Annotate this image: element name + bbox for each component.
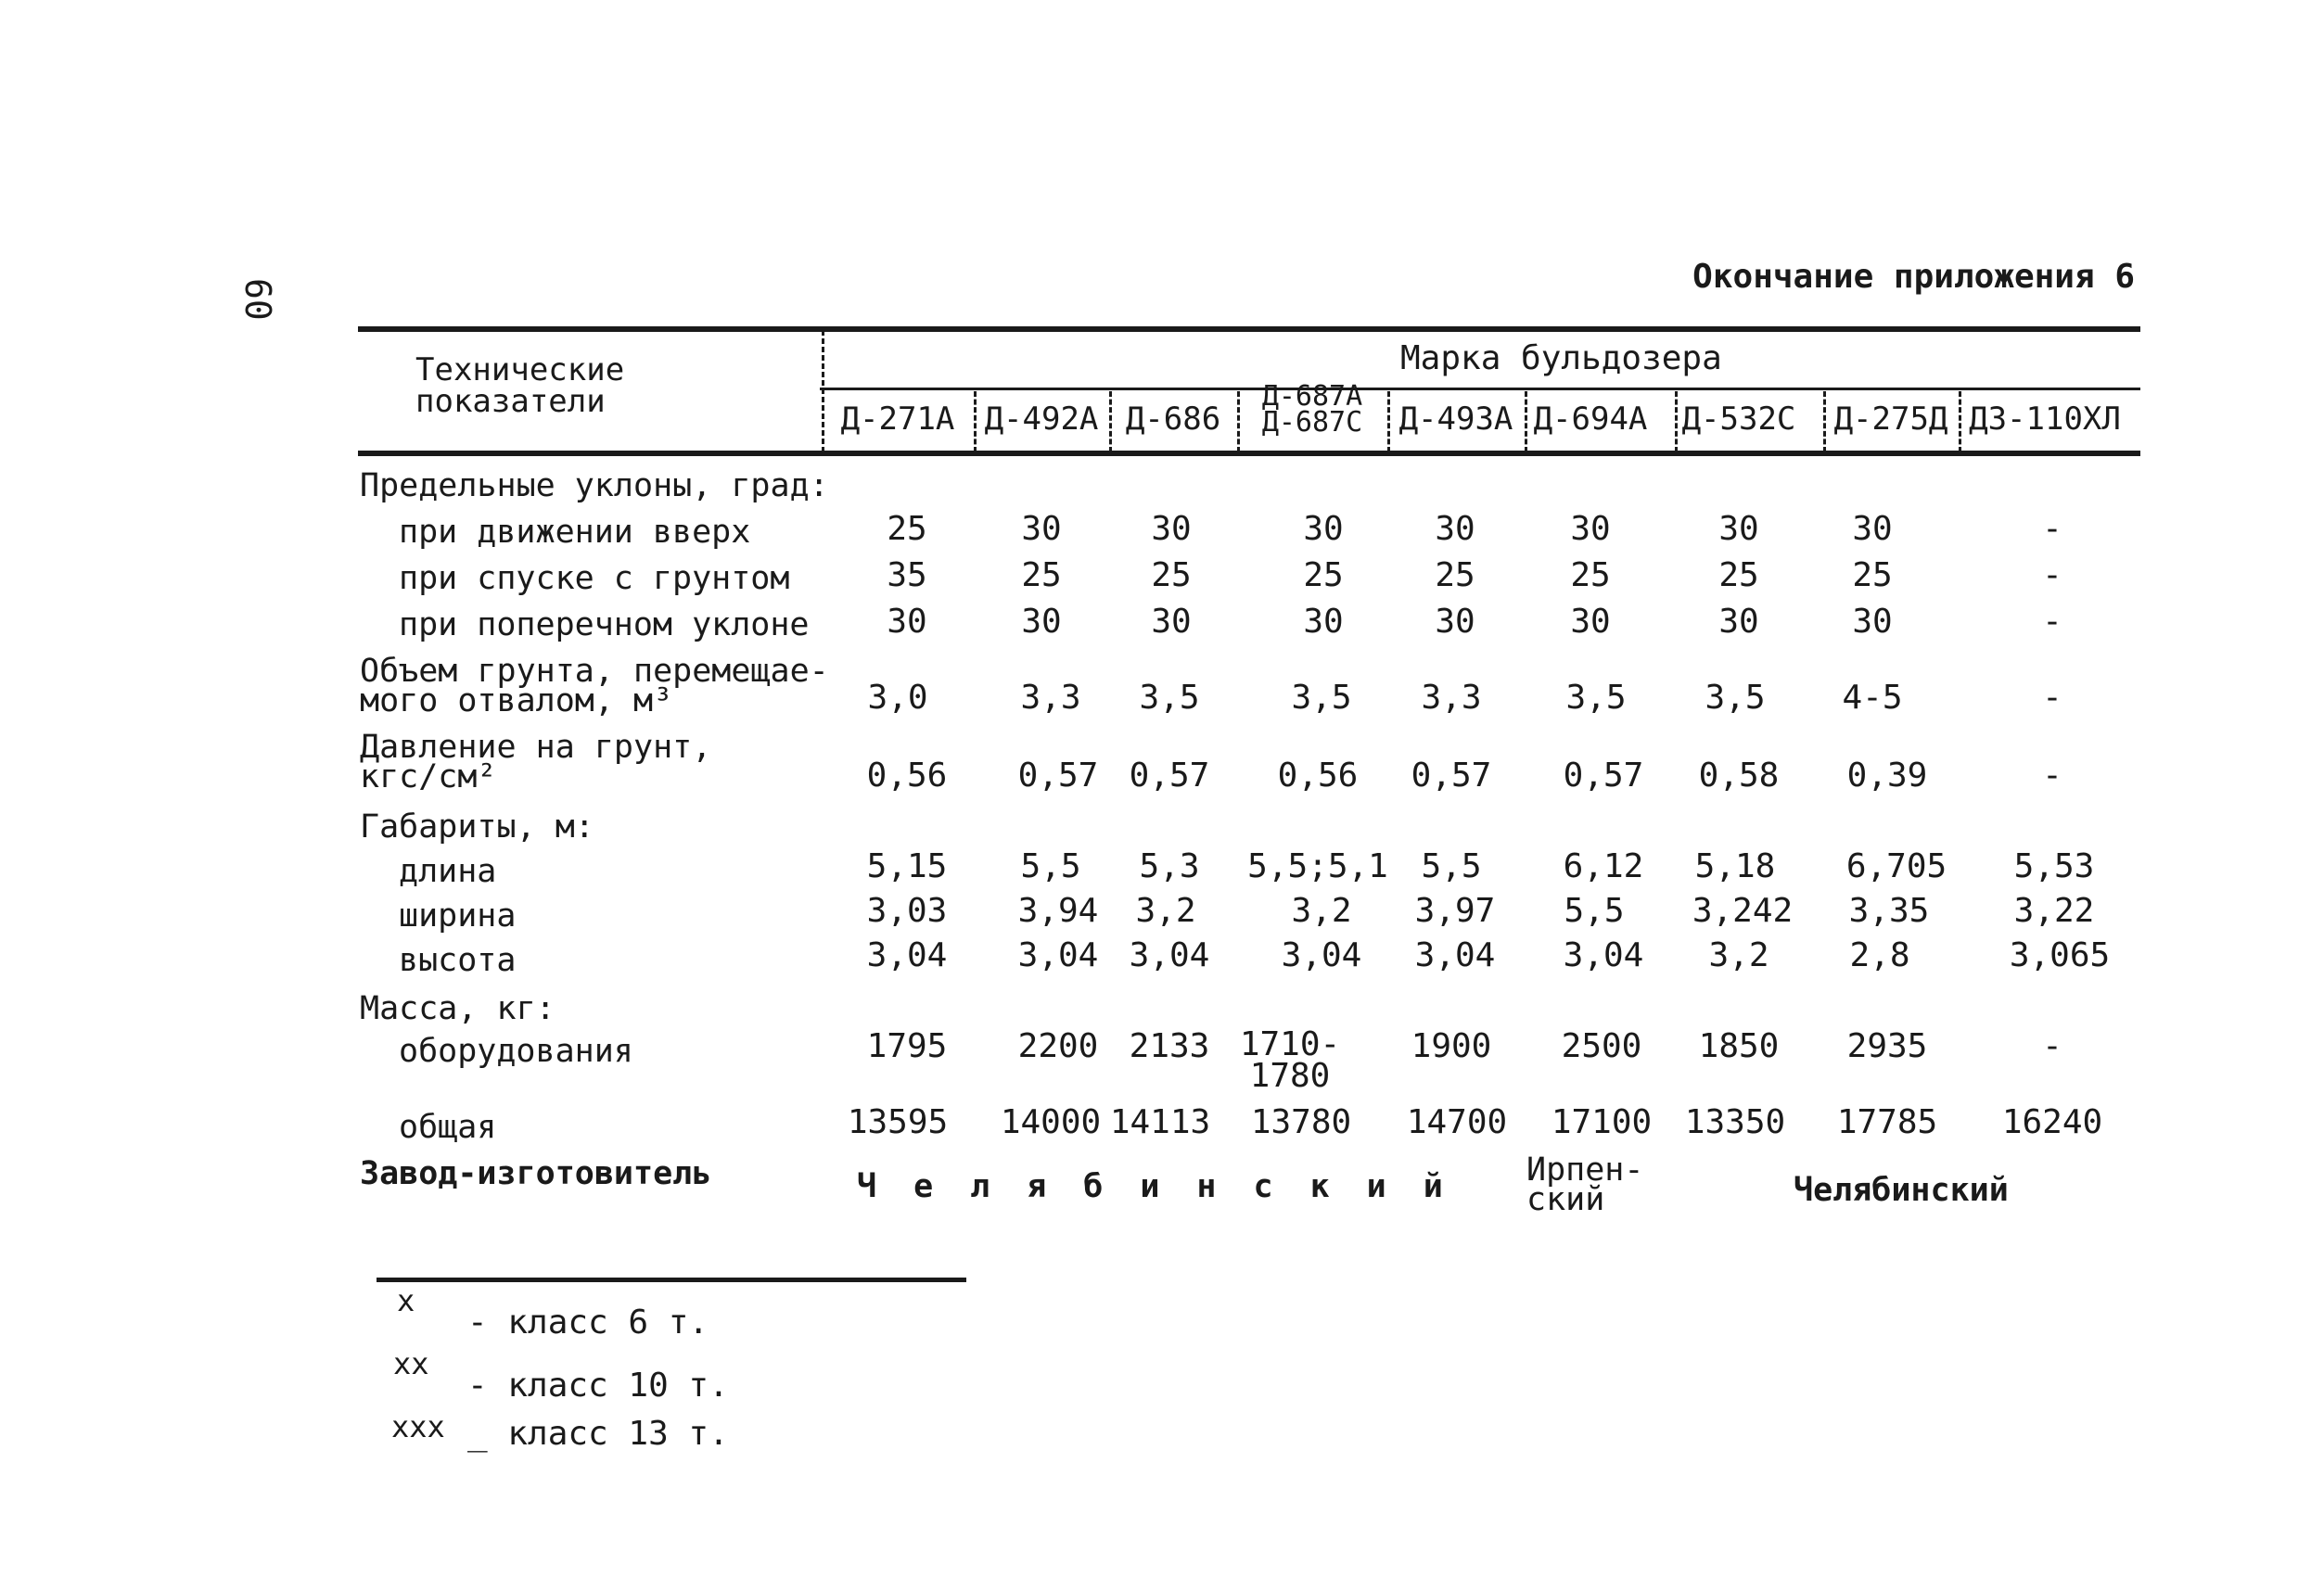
- column-header: Д-493А: [1398, 401, 1513, 438]
- table-cell: 30: [1303, 510, 1344, 548]
- table-cell: 13780: [1250, 1103, 1352, 1141]
- footnote-rule: [377, 1278, 966, 1282]
- table-cell: 1900: [1411, 1027, 1492, 1065]
- table-cell: 0,57: [1411, 757, 1492, 795]
- table-cell: 0,57: [1563, 757, 1644, 795]
- footnote-text: - класс 6 т.: [467, 1304, 709, 1342]
- table-cell: 30: [1718, 510, 1759, 548]
- table-cell: 30: [1852, 510, 1893, 548]
- header-bottom-rule: [358, 451, 2140, 456]
- manufacturer-irpen: Ирпен- ский: [1526, 1151, 1644, 1218]
- row-label: Объем грунта, перемещае- мого отвалом, м³: [360, 653, 829, 719]
- table-cell: -: [2042, 510, 2062, 548]
- table-cell: 3,35: [1848, 892, 1930, 930]
- row-label: ширина: [399, 897, 517, 935]
- table-cell: 0,57: [1129, 757, 1210, 795]
- table-cell: 3,22: [2013, 892, 2095, 930]
- table-cell: 25: [1718, 556, 1759, 594]
- table-cell: 3,5: [1291, 679, 1352, 717]
- table-cell: 2200: [1017, 1027, 1099, 1065]
- table-cell: 30: [1852, 603, 1893, 641]
- column-header: Д-686: [1125, 401, 1221, 438]
- column-header: Д-271А: [840, 401, 955, 438]
- table-cell: 0,58: [1698, 757, 1780, 795]
- table-cell: 17785: [1836, 1103, 1938, 1141]
- table-cell: 30: [1718, 603, 1759, 641]
- table-cell: 3,2: [1708, 936, 1769, 974]
- table-cell: 3,3: [1421, 679, 1482, 717]
- footnote-mark: х: [397, 1283, 415, 1318]
- table-cell: 14113: [1109, 1103, 1211, 1141]
- footnote-text: _ класс 13 т.: [467, 1415, 729, 1453]
- table-top-rule: [358, 326, 2140, 332]
- table-cell: 25: [1303, 556, 1344, 594]
- table-cell: 5,5;5,1: [1247, 847, 1388, 885]
- table-cell: 5,3: [1139, 847, 1200, 885]
- table-cell: 3,5: [1565, 679, 1627, 717]
- table-cell: -: [2042, 1027, 2062, 1065]
- table-cell: 2935: [1846, 1027, 1928, 1065]
- table-cell: 30: [1021, 603, 1062, 641]
- table-cell: 3,0: [867, 679, 928, 717]
- manufacturer-chelyabinsk-2: Челябинский: [1794, 1172, 2009, 1209]
- table-cell: 5,18: [1694, 847, 1776, 885]
- table-cell: 25: [1021, 556, 1062, 594]
- table-cell: 6,705: [1845, 847, 1947, 885]
- table-cell: -: [2042, 757, 2062, 795]
- table-cell: 0,39: [1846, 757, 1928, 795]
- table-cell: 14000: [1000, 1103, 1102, 1141]
- table-cell: 25: [1151, 556, 1192, 594]
- manufacturer-label: Завод-изготовитель: [360, 1155, 712, 1192]
- table-cell: 30: [1303, 603, 1344, 641]
- table-cell: 3,97: [1414, 892, 1496, 930]
- header-divider: [822, 330, 824, 452]
- section-slopes: Предельные уклоны, град:: [360, 467, 829, 504]
- row-label: Давление на грунт, кгс/см²: [360, 729, 712, 795]
- row-label: при поперечном уклоне: [399, 606, 810, 643]
- table-cell: 2500: [1561, 1027, 1642, 1065]
- table-cell: 30: [1021, 510, 1062, 548]
- table-cell: 25: [887, 510, 927, 548]
- table-cell: 30: [1570, 510, 1611, 548]
- table-cell: 4-5: [1842, 679, 1903, 717]
- table-cell: 3,04: [866, 936, 948, 974]
- table-cell: 0,56: [866, 757, 948, 795]
- table-cell: 3,2: [1135, 892, 1196, 930]
- row-label: длина: [399, 853, 497, 890]
- row-label: при движении вверх: [399, 514, 751, 551]
- table-cell: 0,56: [1277, 757, 1359, 795]
- table-cell: 3,94: [1017, 892, 1099, 930]
- table-cell: 3,5: [1705, 679, 1766, 717]
- table-cell: 30: [1570, 603, 1611, 641]
- table-cell: 3,03: [866, 892, 948, 930]
- table-cell: 25: [1435, 556, 1475, 594]
- table-cell: 25: [1852, 556, 1893, 594]
- table-cell: 1795: [866, 1027, 948, 1065]
- table-cell: 30: [1435, 510, 1475, 548]
- table-cell: 35: [887, 556, 927, 594]
- table-cell: 16240: [2001, 1103, 2103, 1141]
- table-cell: 30: [1151, 510, 1192, 548]
- table-cell: 3,5: [1139, 679, 1200, 717]
- brand-rule: [820, 388, 2140, 390]
- table-cell: 5,5: [1421, 847, 1482, 885]
- footnote-mark: ххх: [391, 1409, 445, 1444]
- table-cell: -: [2042, 679, 2062, 717]
- column-header: Д-492А: [984, 401, 1099, 438]
- bulldozer-brand-header: Марка бульдозера: [1400, 339, 1722, 377]
- table-cell: 3,04: [1017, 936, 1099, 974]
- table-cell: -: [2042, 556, 2062, 594]
- page-number: 60: [237, 278, 278, 321]
- footnote-text: - класс 10 т.: [467, 1367, 729, 1405]
- tech-indicators-header: Технические показатели: [415, 351, 625, 420]
- table-cell: 5,5: [1564, 892, 1625, 930]
- table-cell: 3,04: [1129, 936, 1210, 974]
- column-header: Д-275Д: [1833, 401, 1948, 438]
- manufacturer-chelyabinsk: Челябинский: [857, 1168, 1480, 1205]
- footnote-mark: хх: [393, 1346, 429, 1381]
- table-cell: 14700: [1406, 1103, 1508, 1141]
- table-cell: 3,242: [1692, 892, 1794, 930]
- table-cell: 2,8: [1849, 936, 1910, 974]
- table-cell: 13595: [847, 1103, 949, 1141]
- table-cell: 30: [887, 603, 927, 641]
- row-label: при спуске с грунтом: [399, 560, 790, 597]
- column-header: Д-532С: [1681, 401, 1796, 438]
- table-cell: 3,04: [1563, 936, 1644, 974]
- row-label: оборудования: [399, 1033, 633, 1070]
- table-cell: 1850: [1698, 1027, 1780, 1065]
- table-cell: 3,2: [1291, 892, 1352, 930]
- table-cell: 3,3: [1020, 679, 1081, 717]
- table-cell: 3,04: [1281, 936, 1362, 974]
- table-cell: 17100: [1551, 1103, 1653, 1141]
- appendix-heading: Окончание приложения 6: [1692, 258, 2135, 296]
- table-cell: 30: [1435, 603, 1475, 641]
- table-cell: 5,53: [2013, 847, 2095, 885]
- table-cell: 3,065: [2009, 936, 2111, 974]
- table-cell: 3,04: [1414, 936, 1496, 974]
- table-cell: 2133: [1129, 1027, 1210, 1065]
- table-cell: -: [2042, 603, 2062, 641]
- section-mass: Масса, кг:: [360, 990, 555, 1027]
- table-cell: 5,5: [1020, 847, 1081, 885]
- row-label: высота: [399, 942, 517, 979]
- table-cell: 5,15: [866, 847, 948, 885]
- table-cell: 30: [1151, 603, 1192, 641]
- table-cell: 6,12: [1563, 847, 1644, 885]
- column-header: Д-694А: [1533, 401, 1648, 438]
- row-label: общая: [399, 1109, 497, 1146]
- table-cell: 13350: [1684, 1103, 1786, 1141]
- table-cell: 1710- 1780: [1239, 1025, 1341, 1095]
- table-cell: 25: [1570, 556, 1611, 594]
- section-dimensions: Габариты, м:: [360, 808, 594, 846]
- column-header: ДЗ-110ХЛ: [1969, 401, 2121, 438]
- table-cell: 0,57: [1017, 757, 1099, 795]
- column-header: Д-687А Д-687С: [1261, 380, 1363, 439]
